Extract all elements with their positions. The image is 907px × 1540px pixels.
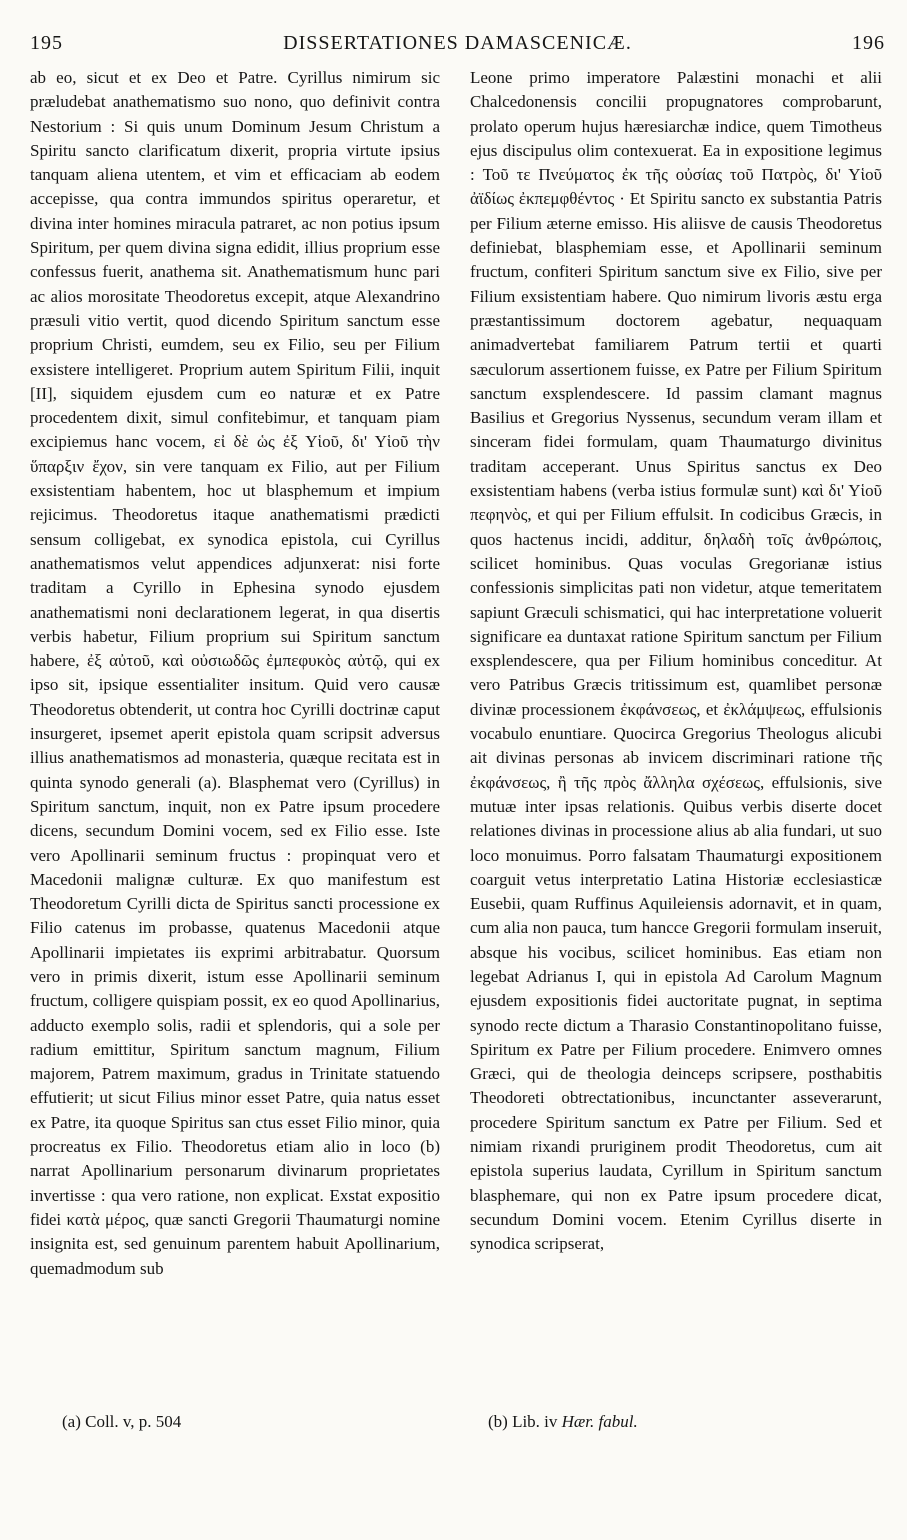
footnote-a: (a) Coll. v, p. 504 [62,1412,182,1431]
footnote-b-italic: Hær. fabul. [561,1412,638,1431]
footnote-b-prefix: (b) Lib. iv [488,1412,562,1431]
page-number-right: 196 [852,32,885,54]
footnote-b [488,1412,638,1432]
left-column [30,66,440,1410]
right-column [470,66,882,1410]
left-column-text: ab eo, sicut et ex Deo et Patre. Cyrillus nimirum sic præludebat anathematismo suo nono, quo definivit contra Nestorium : Si quis unum Dominum Jesum Christum a Spiritu sancto clarificatum dixerit, propria virtute ipsius tanquam aliena utentem, et vim et efficaciam ab eodem accepisse, qua contra immundos spiritus operaretur, et divina inter homines miracula patraret, ac non potius ipsum Spiritum, per quem divina signa edidit, illius proprium esse confessus fuerit, anathema sit. Anathematismum hunc pari ac alios morositate Theodoretus excepit, atque Alexandrino præsuli vitio vertit, quod dicendo Spiritum sanctum esse proprium Christi, eumdem, seu ex Filio, seu per Filium exsistere intelligeret. Proprium autem Spiritum Filii, inquit [II], siquidem ejusdem cum eo naturæ et ex Patre procedentem dixit, simul confitebimur, et tanquam piam excipiemus hanc vocem, εἰ δὲ ὡς ἐξ Υἱοῦ, δι' Υἱοῦ τὴν ὕπαρξιν ἔχον, sin vere tanquam ex Filio, aut per Filium exsistentiam habentem, hoc ut blasphemum et impium rejicimus. Theodoretus itaque anathematismi prædicti sensum colligebat, ex synodica epistola, cui Cyrillus anathematismos velut appendices adjunxerat: nisi forte traditam a Cyrillo in Ephesina synodo ejusdem anathematismi noni declarationem legerat, in qua disertis verbis habetur, Filium proprium sui Spiritum sanctum habere, ἐξ αὐτοῦ, καὶ οὐσιωδῶς ἐμπεφυκὸς αὐτῷ, qui ex ipso sit, ipsique essentialiter insitum. Quid vero causæ Theodoretus obtenderit, ut contra hoc Cyrilli doctrinæ caput insurgeret, ipsemet aperit epistola quam scripsit adversus illius anathematismos ad monasteria, quæque recitata est in quinta synodo generali (a). Blasphemat vero (Cyrillus) in Spiritum sanctum, inquit, non ex Patre ipsum procedere dicens, secundum Domini vocem, sed ex Filio esse. Iste vero Apollinarii seminum fructus : propinquat vero et Macedonii malignæ culturæ. Ex quo manifestum est Theodoretum Cyrilli dicta de Spiritus sancti processione ex Filio catenus im probasse, quatenus Macedonii atque Apollinarii impietates iis exprimi arbitrabatur. Quorsum vero in primis dixerit, istum esse Apollinarii seminum fructum, colligere quispiam possit, ex eo quod Apollinarius, adducto exemplo solis, radii et splendoris, qui a sole per radium emittitur, Spiritum sanctum magnum, Filium majorem, Patrem maximum, gradus in Trinitate statuendo effutierit; ut sicut Filius minor esset Patre, quia natus esset ex Patre, ita quoque Spiritus san ctus esset Filio minor, quia procreatus ex Filio. Theodoretus etiam alio in loco (b) narrat Apollinarium personarum divinarum proprietates invertisse : qua vero ratione, non explicat. Exstat expositio fidei κατὰ μέρος, quæ sancti Gregorii Thaumaturgi nomine insignita est, sed genuinum parentem habuit Apollinarium, quemadmodum sub [30,68,440,1278]
running-title: DISSERTATIONES DAMASCENICÆ. [283,32,632,54]
right-column-text: Leone primo imperatore Palæstini monachi et alii Chalcedonensis concilii propugnatores comprobarunt, prolato operum hujus hæresiarchæ indice, quem Timotheus ejus discipulus olim contexuerat. Ea in expositione legimus : Τοῦ τε Πνεύματος ἐκ τῆς οὐσίας τοῦ Πατρὸς, δι' Υἱοῦ ἀϊδίως ἐκπεμφθέντος · Et Spiritu sancto ex substantia Patris per Filium æterne emisso. His aliisve de causis Theodoretus definiebat, blasphemiam esse, et Apollinarii seminum fructum, confiteri Spiritum sanctum sive ex Filio, sive per Filium exsistentiam habere. Quo nimirum livoris æstu erga præstantissimum doctorem agebatur, nequaquam animadvertebat familiarem Patrum tertii et quarti sæculorum assertionem fuisse, ex Patre per Filium Spiritum sanctum exsplendescere. Id passim clamant magnus Basilius et Gregorius Nyssenus, secundum veram illam et sinceram fidei formulam, quam Thaumaturgo divinitus traditam acceperant. Unus Spiritus sanctus ex Deo exsistentiam habens (verba istius formulæ sunt) καὶ δι' Υἱοῦ πεφηνὸς, et qui per Filium effulsit. In codicibus Græcis, in quos hactenus incidi, additur, δηλαδὴ τοῖς ἀνθρώποις, scilicet hominibus. Quas voculas Gregorianæ istius confessionis simplicitas pati non videtur, atque temeritatem sapiunt Græculi schismatici, qui hac interpretatione voluerit significare ea duntaxat ratione Spiritum sanctum per Filium exsplendescere, qua per Filium hominibus conceditur. At vero Patribus Græcis tritissimum est, quamlibet personæ divinæ processionem ἐκφάνσεως, et ἐκλάμψεως, effulsionis vocabulo enuntiare. Quocirca Gregorius Theologus alicubi ait divinas personas ab invicem discriminari ratione τῆς ἐκφάνσεως, ἢ τῆς πρὸς ἄλληλα σχέσεως, effulsionis, sive mutuæ inter ipsas relationis. Quibus verbis diserte docet relationes divinas in processione alius ab alia fundari, ut suo loco monuimus. Porro falsatam Thaumaturgi expositionem coarguit vetus interpretatio Latina Historiæ ecclesiasticæ Eusebii, quam Ruffinus Aquileiensis adornavit, et in quam, cum alia non pauca, tum hancce Gregorii formulam inseruit, absque his vocibus, scilicet hominibus. Eas etiam non legebat Adrianus I, qui in epistola Ad Carolum Magnum ejusdem expositionis fidei auctoritate pugnat, in septima synodo recte dictum a Tharasio Constantinopolitano fuisse, Spiritum ex Patre per Filium procedere. Enimvero omnes Græci, qui de theologia deinceps scripsere, posthabitis Theodoreti obtrectationibus, incunctanter asseverarunt, procedere Spiritum sanctum ex Patre per Filium. Sed et nimiam rixandi pruriginem prodit Theodoretus, cum ait epistola superius laudata, Cyrillum in Spiritum sanctum blasphemare, qui non ex Patre ipsum procedere dicat, secundum Domini vocem. Etenim Cyrillus diserte in synodica scripserat, [470,68,882,1254]
running-header [30,32,885,66]
page-number-left: 195 [30,32,63,54]
